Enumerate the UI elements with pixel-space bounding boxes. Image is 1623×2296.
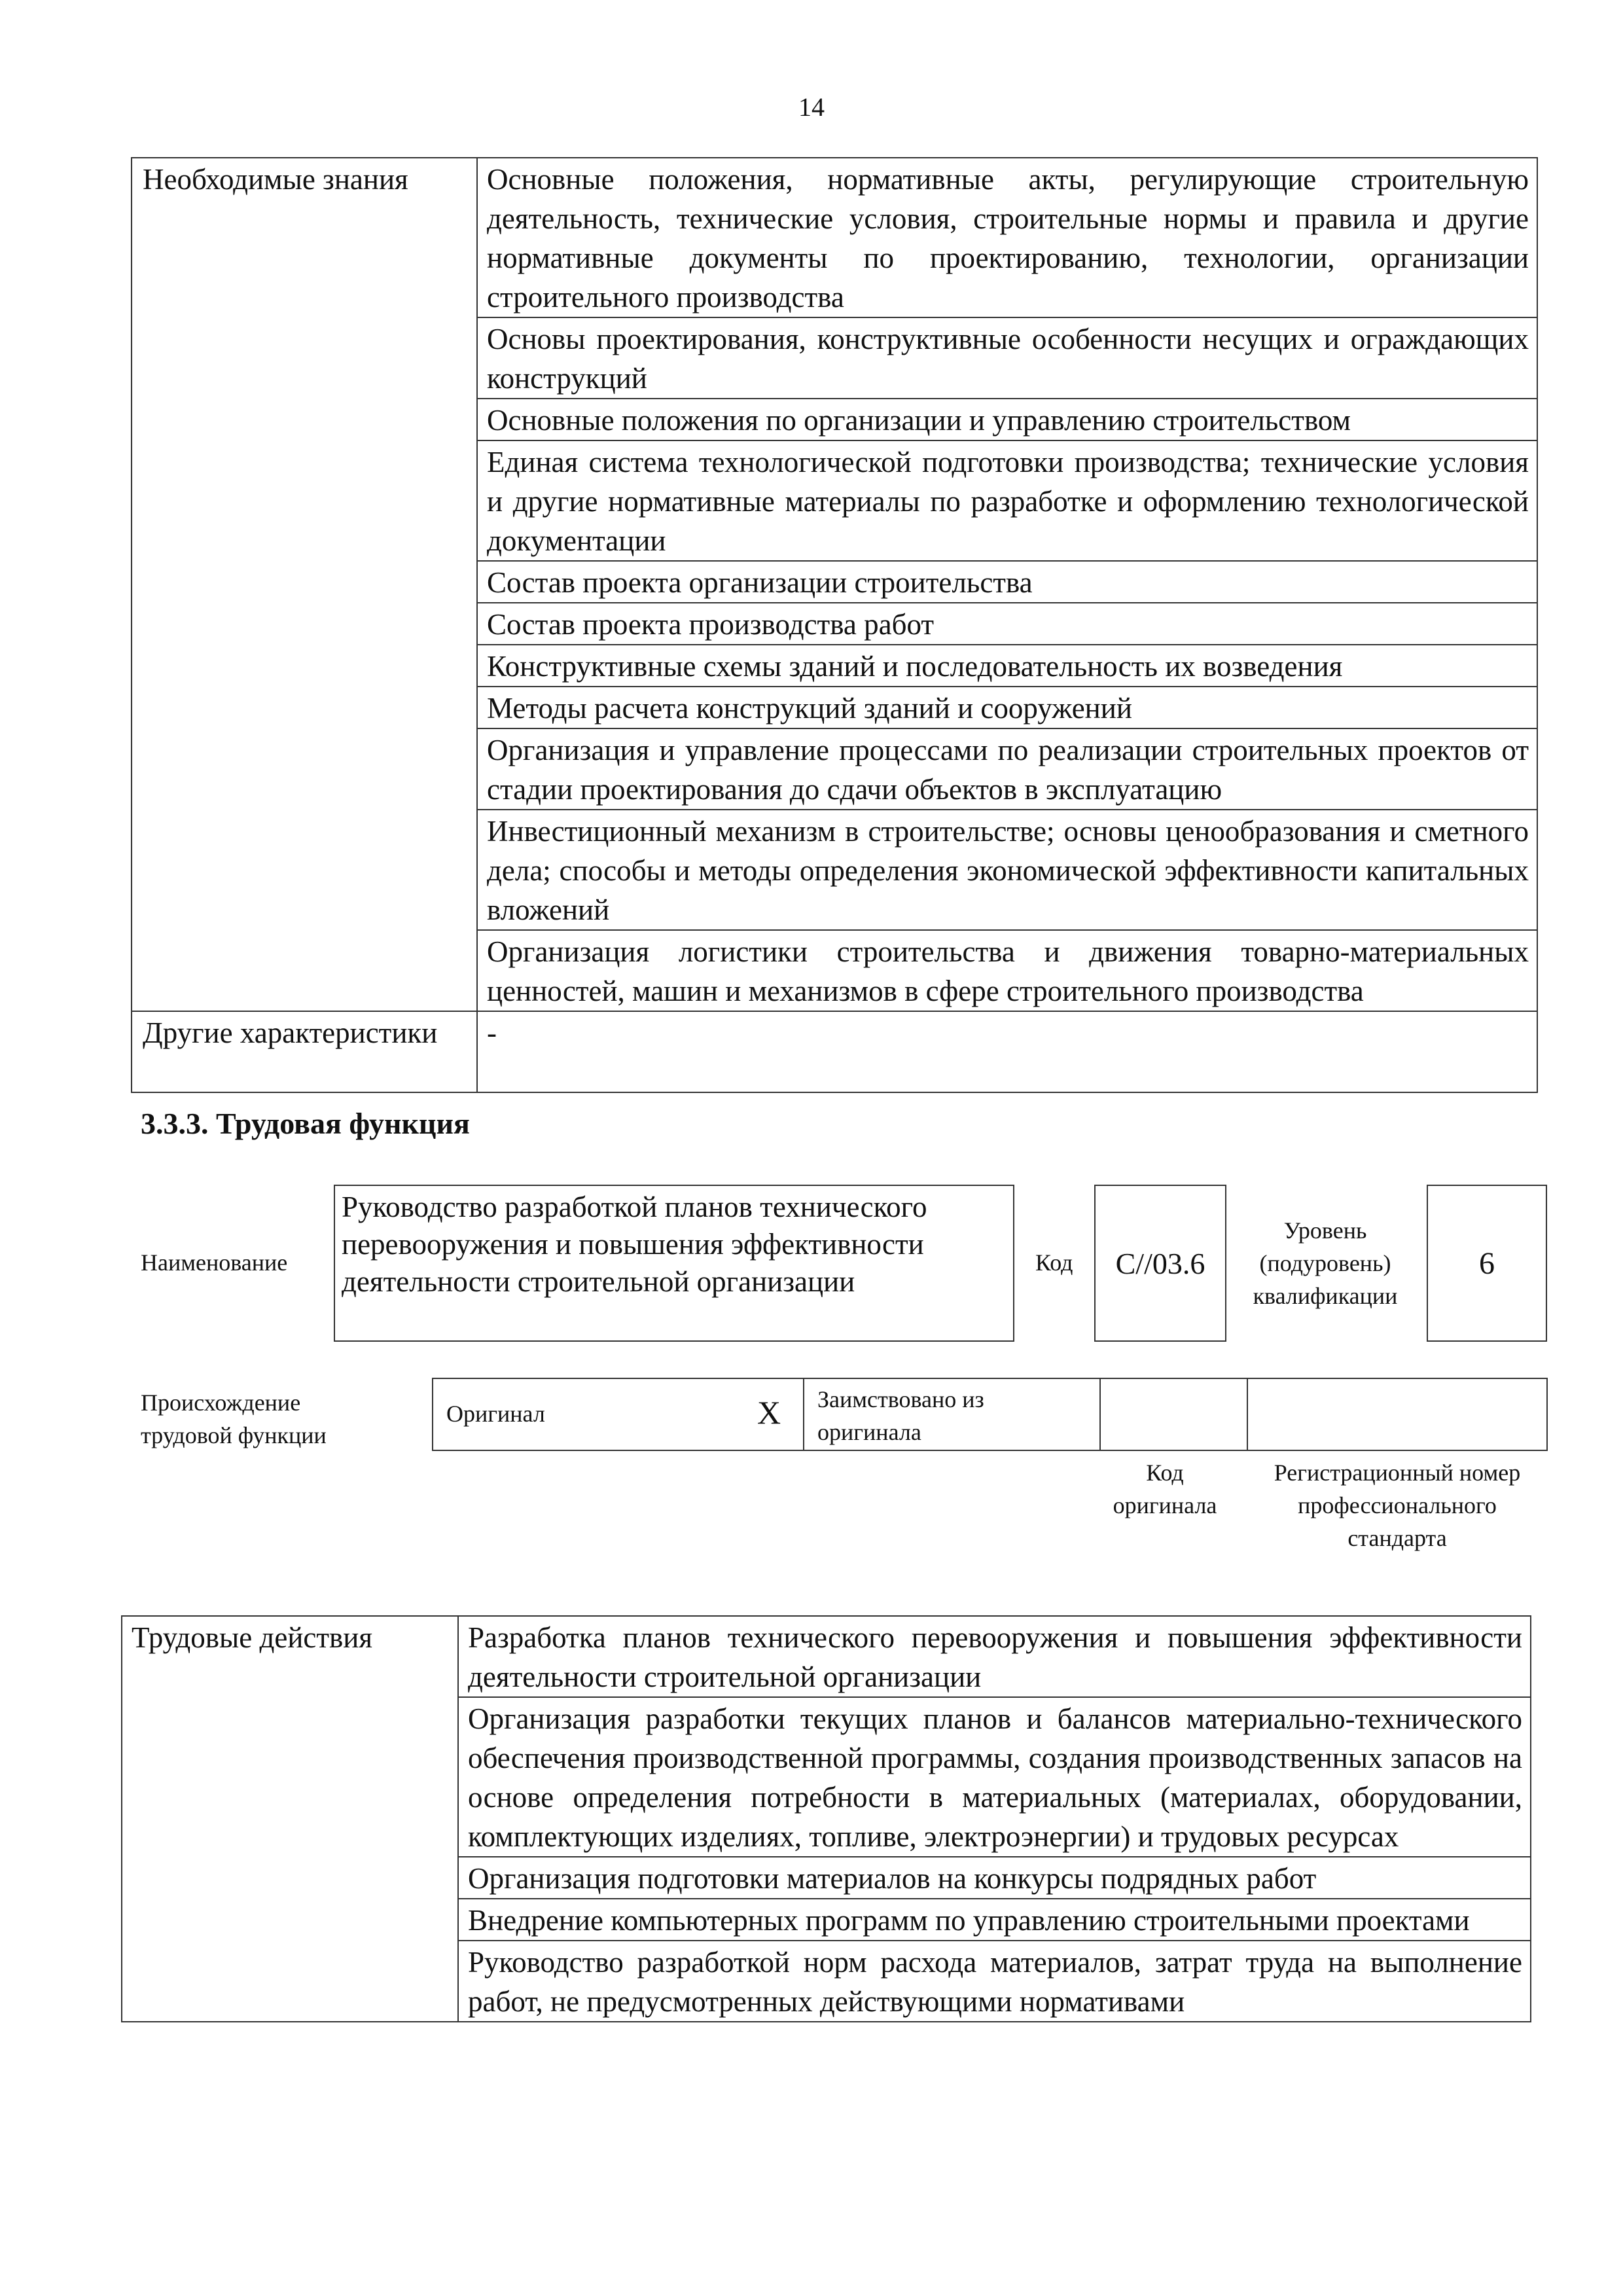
knowledge-item: Состав проекта организации строительства — [477, 561, 1537, 603]
page-number: 14 — [798, 92, 825, 122]
knowledge-item: Инвестиционный механизм в строительстве; основы ценообразования и сметного дела; способы и методы определения экономической эффективности капитальных вложений — [477, 810, 1537, 930]
name-label: Наименование — [141, 1249, 288, 1276]
knowledge-table — [131, 157, 1538, 1093]
original-cell — [433, 1379, 804, 1450]
other-characteristics-label: Другие характеристики — [132, 1011, 477, 1092]
section-title: 3.3.3. Трудовая функция — [141, 1107, 470, 1140]
borrowed-label: Заимствовано из оригинала — [817, 1386, 984, 1445]
knowledge-label: Необходимые знания — [132, 158, 477, 1011]
knowledge-item: Основные положения по организации и управлению строительством — [477, 399, 1537, 440]
original-mark: X — [757, 1394, 781, 1431]
knowledge-item: Конструктивные схемы зданий и последовательность их возведения — [477, 645, 1537, 687]
table-row — [132, 1011, 1537, 1092]
code-label: Код — [1035, 1249, 1073, 1276]
action-item: Внедрение компьютерных программ по управлению строительными проектами — [458, 1899, 1531, 1941]
origin-row — [432, 1378, 1548, 1451]
other-characteristics-value: - — [477, 1011, 1537, 1092]
function-code-box — [1094, 1185, 1226, 1342]
action-item: Руководство разработкой норм расхода материалов, затрат труда на выполнение работ, не предусмотренных действующими нормативами — [458, 1941, 1531, 2022]
reg-number-cell — [1248, 1379, 1546, 1450]
action-item: Организация подготовки материалов на конкурсы подрядных работ — [458, 1857, 1531, 1899]
knowledge-item: Состав проекта производства работ — [477, 603, 1537, 645]
knowledge-item: Методы расчета конструкций зданий и сооружений — [477, 687, 1537, 728]
original-code-caption: Код оригинала — [1113, 1460, 1217, 1518]
knowledge-item: Организация логистики строительства и движения товарно-материальных ценностей, машин и механизмов в сфере строительного производства — [477, 930, 1537, 1011]
knowledge-item: Организация и управление процессами по реализации строительных проектов от стадии проектирования до сдачи объектов в эксплуатацию — [477, 728, 1537, 810]
borrowed-cell — [804, 1379, 1101, 1450]
function-name-value: Руководство разработкой планов технического перевооружения и повышения эффективности деятельности строительной организации — [342, 1191, 927, 1298]
knowledge-item: Основы проектирования, конструктивные особенности несущих и ограждающих конструкций — [477, 317, 1537, 399]
action-item: Разработка планов технического перевооружения и повышения эффективности деятельности строительной организации — [458, 1616, 1531, 1697]
action-item: Организация разработки текущих планов и балансов материально-технического обеспечения производственной программы, создания производственных запасов на основе определения потребности в материальных (материалах, оборудовании, комплектующих изделиях, топливе, электроэнергии) и трудовых ресурсах — [458, 1697, 1531, 1857]
reg-number-caption: Регистрационный номер профессионального стандарта — [1274, 1460, 1521, 1551]
original-code-cell — [1101, 1379, 1248, 1450]
actions-label: Трудовые действия — [122, 1616, 458, 2022]
original-label: Оригинал — [446, 1401, 545, 1427]
qualification-level-box — [1427, 1185, 1547, 1342]
actions-table — [121, 1615, 1531, 2022]
function-code-value: C//03.6 — [1115, 1246, 1205, 1280]
function-name-box — [334, 1185, 1014, 1342]
knowledge-item: Единая система технологической подготовки производства; технические условия и другие нормативные материалы по разработке и оформлению технологической документации — [477, 440, 1537, 561]
qualification-level-value: 6 — [1479, 1246, 1495, 1281]
level-label: Уровень (подуровень) квалификации — [1253, 1217, 1398, 1309]
origin-label: Происхождение трудовой функции — [141, 1390, 327, 1448]
table-row — [122, 1616, 1531, 1697]
table-row — [132, 158, 1537, 317]
knowledge-item: Основные положения, нормативные акты, регулирующие строительную деятельность, технические условия, строительные нормы и правила и другие нормативные документы по проектированию, технологии, организации строительного производства — [477, 158, 1537, 317]
